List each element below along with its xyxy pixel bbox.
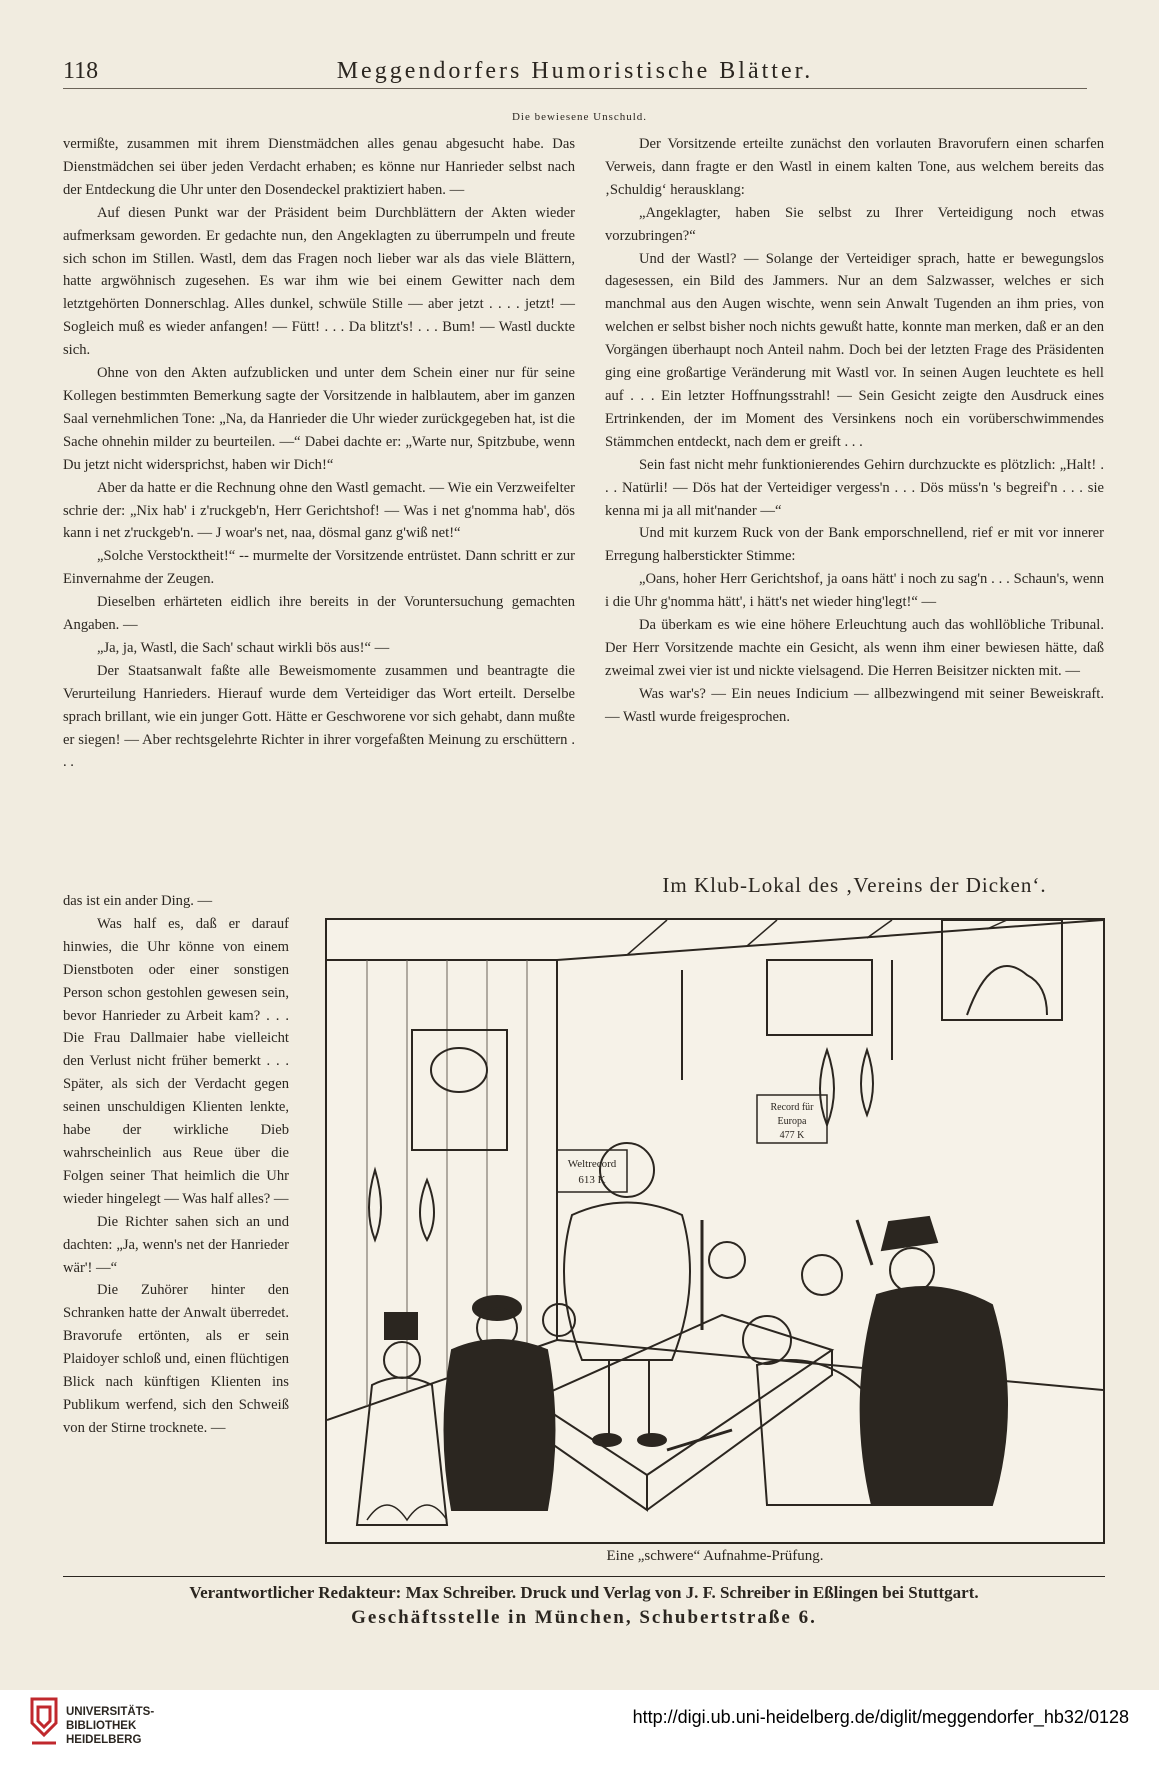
office-line: Geschäftsstelle in München, Schubertstraße 6. bbox=[351, 1607, 817, 1628]
man-dark-coat bbox=[445, 1296, 555, 1510]
paragraph: Ohne von den Akten aufzublicken und unter dem Schein einer nur für seine Kollegen bestimmten Bemerkung sagte der Vorsitzende in halblautem, aber im ganzen Saal vernehmlichen Tone: „Na, da Hanrieder die Uhr wieder zurückgegeben hat, ist die Sache ohnehin milder zu beurteilen. —“ Dabei dachte er: „Warte nur, Spitzbube, wenn Du jetzt nicht widersprichst, haben wir Dich!“ bbox=[63, 365, 575, 473]
source-url-link[interactable]: http://digi.ub.uni-heidelberg.de/diglit/meggendorfer_hb32/0128 bbox=[632, 1707, 1129, 1727]
sign-left-line2: 613 K bbox=[578, 1174, 606, 1186]
sign-right-line2: Europa bbox=[777, 1116, 807, 1127]
paragraph: Der Staatsanwalt faßte alle Beweismomente zusammen und beantragte die Verurteilung Hanrieders. Hierauf wurde dem Verteidiger das Wort erteilt. Derselbe sprach brillant, wie ein junger Gott. Hätte er Geschworene vor sich gehabt, dann mußte er siegen! — Aber rechtsgelehrte Richter in ihrer vorgefaßten Meinung zu erschüttern . . . bbox=[63, 662, 575, 771]
illustration-title: Im Klub-Lokal des ‚Vereins der Dicken‘. bbox=[662, 873, 1047, 897]
portrait-frame bbox=[942, 920, 1062, 1020]
left-narrow-column bbox=[63, 890, 289, 1440]
paragraph: Was half es, daß er darauf hinwies, die Uhr könne von einem Dienstboten oder einer sonstigen Person schon gestohlen gewesen sein, bevor Hanrieder zu Arbeit kam? . . . Die Frau Dallmaier habe vielleicht den Verlust nicht früher bemerkt . . . Später, als sich der Verdacht gegen seinen unschuldigen Klienten lenkte, habe der wirkliche Dieb wahrscheinlich aus Reue über die Folgen seiner That heimlich die Uhr wieder hingelegt — Was half alles? — bbox=[63, 915, 289, 1207]
journal-title: Meggendorfers Humoristische Blätter. bbox=[336, 58, 814, 84]
illustration-caption: Eine „schwere“ Aufnahme-Prüfung. bbox=[606, 1548, 824, 1564]
paragraph: vermißte, zusammen mit ihrem Dienstmädchen alles genau abgesucht habe. Das Dienstmädchen sei über jeden Verdacht erhaben; es könne nur Hanrieder selbst nach der Entdeckung die Uhr unter den Dosendeckel praktiziert haben. — bbox=[63, 136, 575, 198]
paragraph: Der Vorsitzende erteilte zunächst den vorlauten Bravorufern einen scharfen Verweis, dann fragte er den Wastl in einem kalten Tone, aus welchem bereits das ‚Schuldig‘ herausklang: bbox=[605, 136, 1104, 198]
library-name-line: BIBLIOTHEK bbox=[66, 1720, 137, 1732]
right-column bbox=[605, 133, 1104, 729]
paragraph: „Angeklagter, haben Sie selbst zu Ihrer Verteidigung noch etwas vorzubringen?“ bbox=[605, 204, 1104, 244]
paragraph: „Oans, hoher Herr Gerichtshof, ja oans hätt' i noch zu sag'n . . . Schaun's, wenn i die Uhr g'nomma hätt', i hätt's net wieder hing'legt!“ — bbox=[605, 571, 1104, 611]
floor-line bbox=[557, 1340, 1103, 1390]
page-header bbox=[63, 58, 1087, 89]
portrait-face bbox=[431, 1048, 487, 1092]
portrait-figure bbox=[967, 966, 1047, 1015]
scale-side bbox=[647, 1350, 832, 1510]
paragraph: Und mit kurzem Ruck von der Bank emporschnellend, rief er mit vor innerer Erregung halberstickter Stimme: bbox=[605, 525, 1104, 565]
page-footer bbox=[63, 1576, 1105, 1627]
paragraph: „Ja, ja, Wastl, die Sach' schaut wirkli bös aus!“ — bbox=[97, 639, 390, 656]
scale-handle bbox=[667, 1430, 732, 1450]
library-name-line: HEIDELBERG bbox=[66, 1734, 142, 1746]
story-title: Die bewiesene Unschuld. bbox=[511, 111, 648, 123]
paragraph: Dieselben erhärteten eidlich ihre bereits in der Voruntersuchung gemachten Angaben. — bbox=[63, 594, 575, 634]
cartoon-illustration bbox=[325, 918, 1105, 1544]
man-with-cigar bbox=[857, 1217, 1007, 1505]
paragraph: „Solche Verstocktheit!“ -- murmelte der Vorsitzende entrüstet. Dann schritt er zur Einvernahme der Zeugen. bbox=[63, 548, 575, 588]
cartoon-drawing bbox=[327, 920, 1103, 1542]
man-reading-scale bbox=[743, 1316, 877, 1505]
paragraph: Da überkam es wie eine höhere Erleuchtung auch das wohllöbliche Tribunal. Der Herr Vorsitzende machte ein Gesicht, als wenn ihm einer bewiesen hätte, daß zweimal zwei vier ist und nickte vielsagend. Die Herren Beisitzer nickten mit. — bbox=[605, 617, 1104, 679]
imprint-line: Verantwortlicher Redakteur: Max Schreiber. Druck und Verlag von J. F. Schreiber in Eßlingen bei Stuttgart. bbox=[189, 1583, 979, 1602]
portrait-frame bbox=[767, 960, 872, 1035]
paragraph: Die Zuhörer hinter den Schranken hatte der Anwalt überredet. Bravorufe ertönten, als er sein Plaidoyer schloß und, einen flüchtigen Blick nach künftigen Klienten ins Publikum werfend, sich den Schweiß von der Stirne trocknete. — bbox=[63, 1282, 289, 1436]
background-man-head bbox=[802, 1255, 842, 1295]
paragraph: das ist ein ander Ding. — bbox=[63, 893, 213, 909]
sign-right-line3: 477 K bbox=[779, 1130, 805, 1141]
library-name-line: UNIVERSITÄTS- bbox=[66, 1706, 155, 1718]
library-logo-icon[interactable] bbox=[28, 1695, 60, 1751]
paragraph: Und der Wastl? — Solange der Verteidiger sprach, hatte er bewegungslos dagesessen, ein Bild des Jammers. Nur an dem Salzwasser, welches er sich manchmal aus den Augen wischte, wenn sein Anwalt Tugenden an ihm pries, von welchen er selbst bisher noch nichts gewußt hatte, konnte man merken, daß er an den Vorgängen überhaupt noch Anteil nahm. Doch bei der letzten Frage des Präsidenten ging eine großartige Veränderung mit Wastl vor. In seinen Augen leuchtete es hell auf . . . Ein letzter Hoffnungsstrahl! — Sein Gesicht zeigte den Ausdruck eines Ertrinkenden, der im Moment des Versinkens noch ein vorüberschwimmendes Stämmchen entdeckt, nach dem er greift . . . bbox=[605, 250, 1104, 450]
paragraph: Was war's? — Ein neues Indicium — allbezwingend mit seiner Beweiskraft. — Wastl wurde freigesprochen. bbox=[605, 685, 1104, 725]
library-name bbox=[66, 1705, 154, 1747]
scale-platform bbox=[532, 1315, 832, 1475]
sign-right-line1: Record für bbox=[770, 1102, 814, 1113]
left-column bbox=[63, 133, 575, 774]
background-man-head bbox=[709, 1242, 745, 1278]
man-top-hat bbox=[357, 1313, 447, 1525]
page-number: 118 bbox=[63, 58, 99, 84]
paragraph: Sein fast nicht mehr funktionierendes Gehirn durchzuckte es plötzlich: „Halt! . . . Natürli! — Dös hat der Verteidiger vergess'n . . . Dös müss'n 's begreif'n . . . sie kenna mi ja all mit'nander —“ bbox=[605, 456, 1104, 519]
artist-signature bbox=[367, 1505, 447, 1520]
ceiling-line bbox=[557, 920, 1103, 960]
paragraph: Die Richter sahen sich an und dachten: „Ja, wenn's net der Hanrieder wär'! —“ bbox=[63, 1213, 289, 1276]
library-bar bbox=[0, 1690, 1159, 1772]
paragraph: Auf diesen Punkt war der Präsident beim Durchblättern der Akten wieder aufmerksam geworden. Er gedachte nun, den Angeklagten zu überrumpeln und freute sich schon im Stillen. Wastl, dem das Fragen noch lieber war als das viele Blättern, hatte argwöhnisch zugesehen. Es war ihm wie bei einem Gewitter nach dem letztgehörten Donnerschlag. Alles dunkel, schwüle Stille — aber jetzt . . . . jetzt! — Sogleich muß es wieder anfangen! — Fütt! . . . Da blitzt's! . . . Bum! — Wastl duckte sich. bbox=[63, 204, 575, 359]
sign-left-line1: Weltrecord bbox=[567, 1158, 617, 1170]
paragraph: Aber da hatte er die Rechnung ohne den Wastl gemacht. — Wie ein Verzweifelter schrie der: „Nix hab' i z'ruckgeb'n, Herr Gerichtshof! — Was i net g'nomma hab', dös kann i net z'ruckgeb'n. — J woar's net, naa, dösmal ganz g'wiß net!“ bbox=[63, 479, 575, 542]
